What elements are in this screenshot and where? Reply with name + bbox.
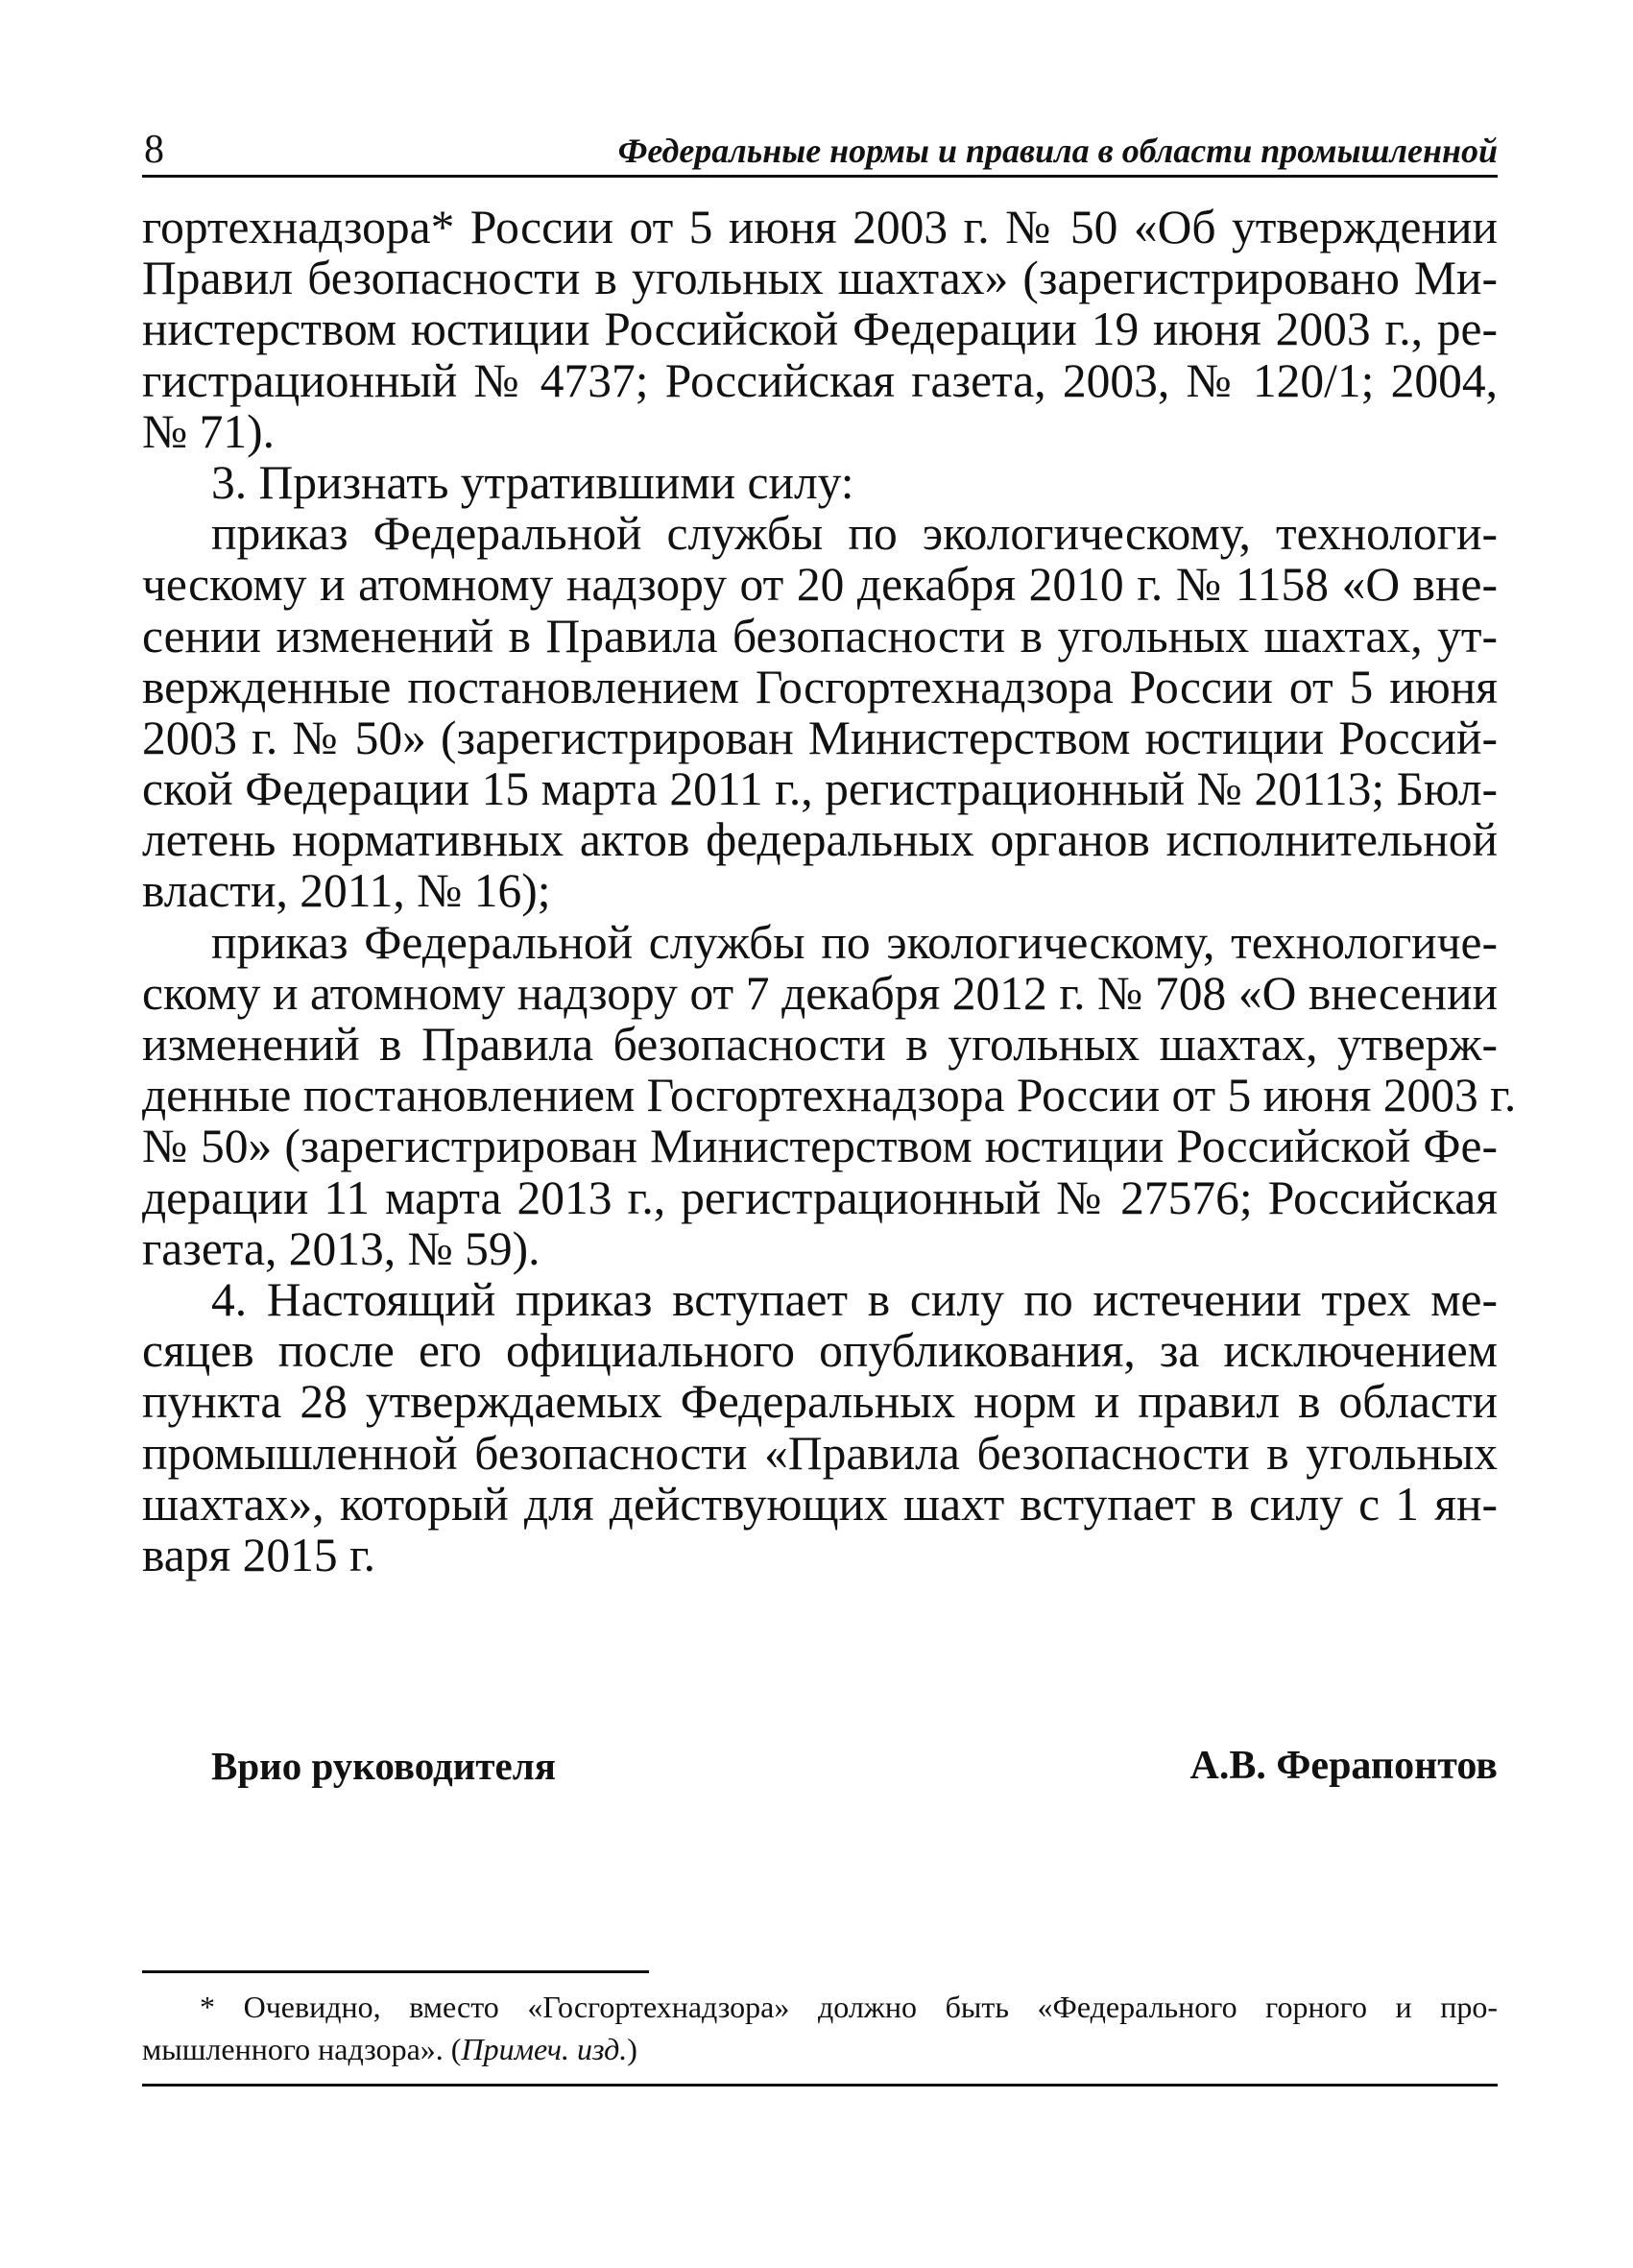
text-line: нистерством юстиции Российской Федерации 19 июня 2003 г., ре- (142, 302, 1498, 356)
footnote-line: * Очевидно, вместо «Госгортехнадзора» должно быть «Федерального горного и про- (200, 1990, 1498, 2024)
text-line: приказ Федеральной службы по экологическому, технологиче- (211, 915, 1498, 969)
text-line: скому и атомному надзору от 7 декабря 2012 г. № 708 «О внесении (142, 966, 1498, 1020)
text-line: денные постановлением Госгортехнадзора России от 5 июня 2003 г. (142, 1069, 1517, 1122)
text-line: вержденные постановлением Госгортехнадзора России от 5 июня (142, 660, 1498, 713)
body-text (142, 201, 1517, 1581)
text-line: 3. Признать утратившими силу: (211, 455, 854, 509)
text-line: приказ Федеральной службы по экологическому, технологи- (211, 507, 1498, 561)
text-line: власти, 2011, № 16); (142, 864, 551, 918)
page-header (142, 125, 1498, 178)
text-line: сении изменений в Правила безопасности в угольных шахтах, ут- (142, 609, 1498, 663)
text-line: № 71). (142, 404, 275, 458)
text-line: 2003 г. № 50» (зарегистрирован Министерством юстиции Россий- (142, 711, 1498, 764)
text-line: ческому и атомному надзору от 20 декабря 2010 г. № 1158 «О вне- (142, 558, 1498, 612)
text-line: гортехнадзора* России от 5 июня 2003 г. № 50 «Об утверждении (142, 201, 1498, 253)
footnote (142, 1986, 1498, 2070)
text-line: промышленной безопасности «Правила безопасности в угольных (142, 1426, 1498, 1480)
footnote-text-end: ) (627, 2032, 637, 2066)
running-title: Федеральные нормы и правила в области промышленной (617, 132, 1498, 170)
text-line: шахтах», который для действующих шахт вступает в силу с 1 ян- (142, 1477, 1498, 1531)
text-line: варя 2015 г. (142, 1528, 376, 1581)
text-line: летень нормативных актов федеральных органов исполнительной (142, 813, 1498, 867)
footnote-text: мышленного надзора». ( (142, 2032, 462, 2066)
signatory-position: Врио руководителя (211, 1744, 556, 1788)
text-line: газета, 2013, № 59). (142, 1221, 540, 1275)
bottom-rule (142, 2084, 1498, 2087)
text-line: изменений в Правила безопасности в угольных шахтах, утверж- (142, 1018, 1498, 1071)
page-number: 8 (144, 128, 164, 172)
footnote-separator (142, 1970, 649, 1973)
footnote-line (142, 2028, 1498, 2070)
text-line: ской Федерации 15 марта 2011 г., регистрационный № 20113; Бюл- (142, 762, 1498, 816)
text-line: пункта 28 утверждаемых Федеральных норм и правил в области (142, 1375, 1498, 1429)
text-line: сяцев после его официального опубликования, за исключением (142, 1324, 1498, 1378)
signatory-name: А.В. Ферапонтов (1189, 1744, 1498, 1788)
text-line: 4. Настоящий приказ вступает в силу по истечении трех ме- (211, 1272, 1498, 1326)
text-line: Правил безопасности в угольных шахтах» (зарегистрировано Ми- (142, 252, 1498, 305)
text-line: гистрационный № 4737; Российская газета, 2003, № 120/1; 2004, (142, 353, 1498, 407)
signature-block (211, 1743, 1498, 1800)
text-line: № 50» (зарегистрирован Министерством юстиции Российской Фе- (142, 1120, 1498, 1173)
editor-note: Примеч. изд. (461, 2032, 628, 2066)
text-line: дерации 11 марта 2013 г., регистрационный № 27576; Российская (142, 1170, 1498, 1224)
